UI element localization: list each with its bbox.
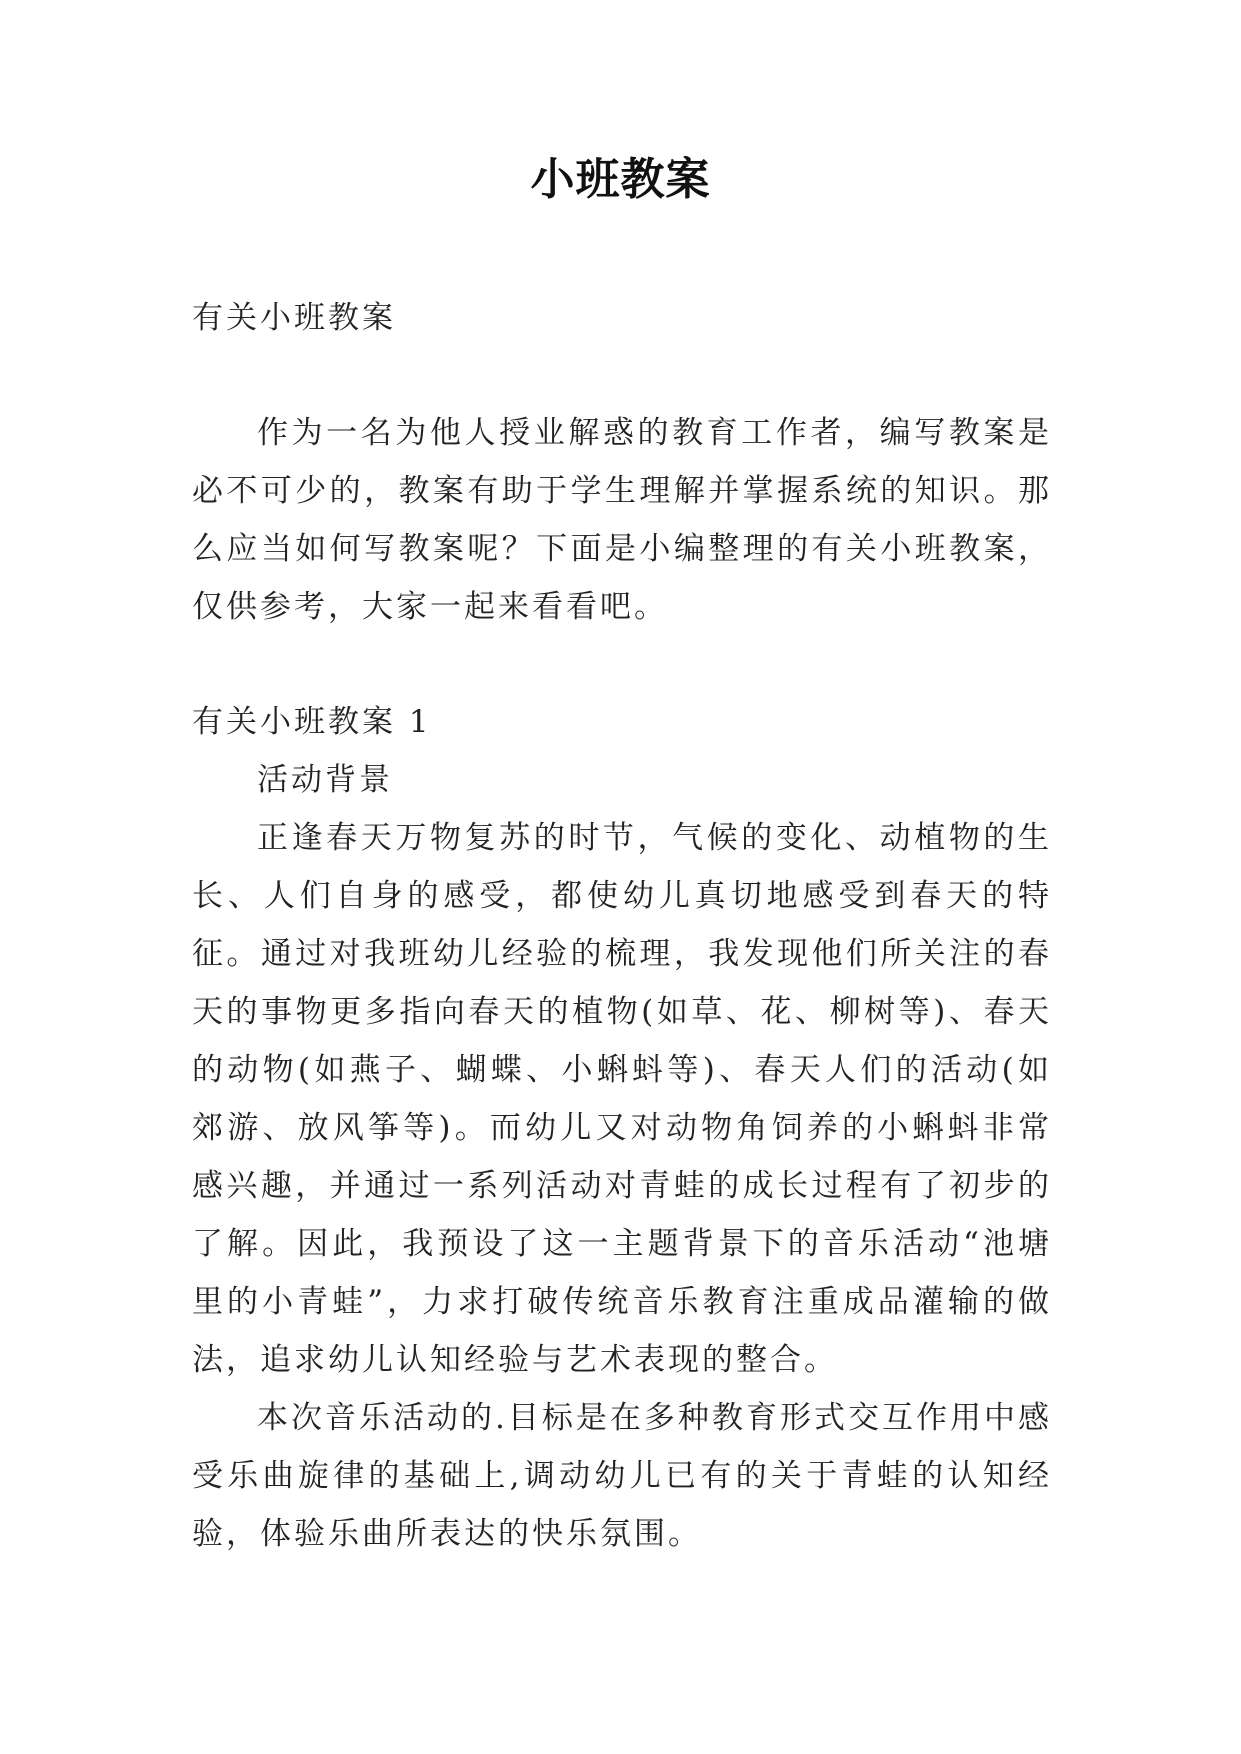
- document-body: [192, 289, 1052, 1563]
- body-paragraph: 本次音乐活动的.目标是在多种教育形式交互作用中感受乐曲旋律的基础上,调动幼儿已有的关于青蛙的认知经验，体验乐曲所表达的快乐氛围。: [192, 1400, 1052, 1552]
- document-subtitle: 有关小班教案: [192, 300, 396, 336]
- body-paragraph: 正逢春天万物复苏的时节，气候的变化、动植物的生长、人们自身的感受，都使幼儿真切地感受到春天的特征。通过对我班幼儿经验的梳理，我发现他们所关注的春天的事物更多指向春天的植物(如草、花、柳树等)、春天的动物(如燕子、蝴蝶、小蝌蚪等)、春天人们的活动(如郊游、放风筝等)。而幼儿又对动物角饲养的小蝌蚪非常感兴趣，并通过一系列活动对青蛙的成长过程有了初步的了解。因此，我预设了这一主题背景下的音乐活动“池塘里的小青蛙”，力求打破传统音乐教育注重成品灌输的做法，追求幼儿认知经验与艺术表现的整合。: [192, 820, 1052, 1378]
- document-title: 小班教案: [530, 154, 711, 205]
- section-heading: 有关小班教案 1: [192, 704, 432, 740]
- intro-paragraph: 作为一名为他人授业解惑的教育工作者，编写教案是必不可少的，教案有助于学生理解并掌握系统的知识。那么应当如何写教案呢？下面是小编整理的有关小班教案，仅供参考，大家一起来看看吧。: [192, 415, 1052, 625]
- activity-background-label: 活动背景: [257, 762, 393, 798]
